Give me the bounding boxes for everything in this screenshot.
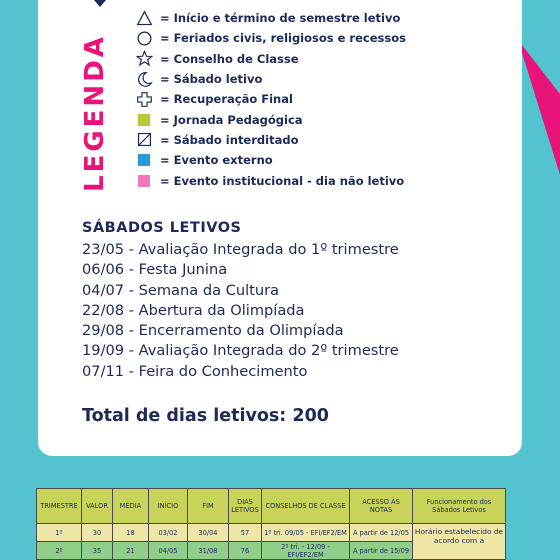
legend-item-label: = Sábado interditado (160, 132, 299, 147)
col-acesso-notas: ACESSO ÀS NOTAS (350, 489, 413, 524)
circle-outline-icon (134, 28, 154, 48)
table-row (37, 524, 506, 542)
col-media: MÉDIA (113, 489, 149, 524)
cell: 30 (82, 524, 113, 542)
cell: A partir de 15/09 (350, 542, 413, 560)
table-header-row (37, 489, 506, 524)
col-funcionamento: Funcionamento dos Sábados Letivos (413, 489, 506, 524)
sabado-item: 29/08 - Encerramento da Olimpíada (82, 322, 344, 340)
legend-item-label: = Evento externo (160, 153, 273, 168)
cell: 2º (37, 542, 82, 560)
sabados-title: SÁBADOS LETIVOS (82, 220, 242, 236)
col-dias-letivos: DIAS LETIVOS (229, 489, 262, 524)
legend-item-label: = Sábado letivo (160, 72, 263, 87)
legend-item (134, 170, 406, 190)
legend-item-label: = Feriados civis, religiosos e recessos (160, 31, 406, 46)
legend-list (134, 8, 406, 191)
legend-notch (94, 0, 106, 7)
cell: 76 (229, 542, 262, 560)
col-trimestre: TRIMESTRE (37, 489, 82, 524)
crescent-moon-icon (134, 69, 154, 89)
green-square-icon (134, 110, 154, 130)
cell: 21 (113, 542, 149, 560)
legend-item (134, 49, 406, 69)
legend-item-label: = Evento institucional - dia não letivo (160, 173, 405, 188)
legend-item (134, 109, 406, 129)
sabado-item: 19/09 - Avaliação Integrada do 2º trimestre (82, 342, 399, 360)
sabado-item: 06/06 - Festa Junina (82, 261, 228, 279)
sabado-item: 04/07 - Semana da Cultura (82, 281, 280, 299)
cell: 30/04 (188, 524, 229, 542)
cell: 04/05 (149, 542, 188, 560)
triangle-outline-icon (134, 8, 154, 28)
legend-item (134, 130, 406, 150)
cell: 03/02 (149, 524, 188, 542)
trimester-table (36, 488, 506, 560)
pink-square-icon (134, 171, 154, 191)
legend-item-label: = Recuperação Final (160, 92, 293, 107)
func-note-cell: Horário estabelecido de acordo com a (413, 524, 506, 560)
sabados-list (82, 240, 399, 382)
cell: 1º tri. 09/05 - EFI/EF2/EM (262, 524, 350, 542)
sabado-item: 23/05 - Avaliação Integrada do 1º trimestre (82, 241, 399, 258)
blue-square-icon (134, 150, 154, 170)
cell: A partir de 12/05 (350, 524, 413, 542)
plus-cross-outline-icon (134, 89, 154, 109)
legend-item (134, 89, 406, 109)
cell: 57 (229, 524, 262, 542)
cell: 2º tri. - 12/09 - EFI/EF2/EM (262, 542, 350, 560)
cell: 1º (37, 524, 82, 542)
legend-item (134, 69, 406, 89)
sabado-item: 07/11 - Feira do Conhecimento (82, 362, 308, 380)
col-valor: VALOR (82, 489, 113, 524)
sabado-item: 22/08 - Abertura da Olimpíada (82, 301, 305, 319)
star-outline-icon (134, 49, 154, 69)
cell: 18 (113, 524, 149, 542)
total-days: Total de dias letivos: 200 (82, 406, 329, 426)
legend-item (134, 150, 406, 170)
crossed-square-icon (134, 130, 154, 150)
legend-item (134, 28, 406, 48)
legend-item-label: = Conselho de Classe (160, 51, 299, 66)
legend-item (134, 8, 406, 28)
col-fim: FIM (188, 489, 229, 524)
col-inicio: INÍCIO (149, 489, 188, 524)
col-conselhos: CONSELHOS DE CLASSE (262, 489, 350, 524)
legend-item-label: = Início e término de semestre letivo (160, 11, 401, 26)
pink-decoration (518, 40, 560, 175)
legend-title: LEGENDA (80, 34, 110, 192)
cell: 35 (82, 542, 113, 560)
cell: 31/08 (188, 542, 229, 560)
legend-item-label: = Jornada Pedagógica (160, 112, 303, 127)
